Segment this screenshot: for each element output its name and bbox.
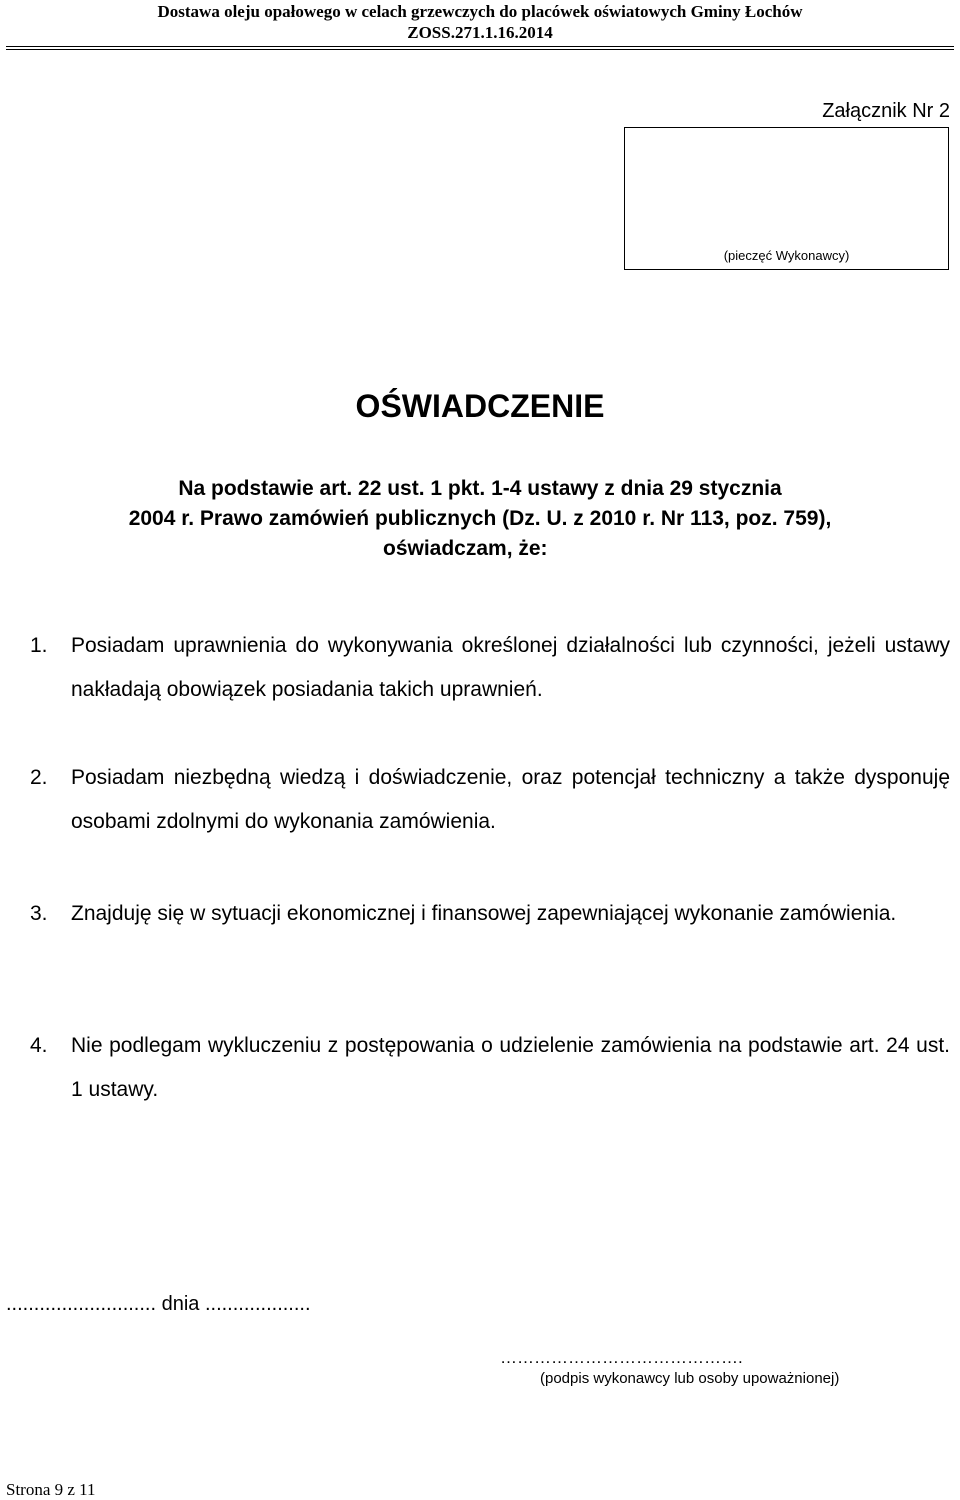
- document-title: OŚWIADCZENIE: [355, 388, 605, 424]
- statement-number: 1.: [30, 634, 48, 657]
- statement-item: [30, 892, 950, 936]
- signature-label: (podpis wykonawcy lub osoby upoważnionej): [540, 1370, 840, 1387]
- signature-line: …………………………………….: [500, 1348, 743, 1367]
- place-date-line: ........................... dnia ...................: [6, 1293, 311, 1315]
- statement-text: Posiadam niezbędną wiedzą i doświadczenie, oraz potencjał techniczny a także dysponuję osobami zdolnymi do wykonania zamówienia.: [71, 766, 950, 833]
- header-title: Dostawa oleju opałowego w celach grzewczych do placówek oświatowych Gminy Łochów: [157, 2, 803, 21]
- statement-number: 4.: [30, 1034, 48, 1057]
- page-header: [0, 0, 960, 43]
- statement-text: Znajduję się w sytuacji ekonomicznej i finansowej zapewniającej wykonanie zamówienia.: [71, 902, 897, 925]
- statement-number: 3.: [30, 902, 48, 925]
- contractor-stamp-box: [624, 127, 949, 270]
- legal-basis-intro: [0, 474, 960, 564]
- statement-item: [30, 624, 950, 712]
- intro-line-2: 2004 r. Prawo zamówień publicznych (Dz. U. z 2010 r. Nr 113, poz. 759),: [128, 507, 832, 530]
- intro-line-1: Na podstawie art. 22 ust. 1 pkt. 1-4 ustawy z dnia 29 stycznia: [178, 477, 782, 500]
- statement-item: [30, 1024, 950, 1112]
- page-number: Strona 9 z 11: [6, 1480, 96, 1499]
- attachment-label: Załącznik Nr 2: [822, 100, 950, 122]
- intro-line-3: oświadczam, że:: [383, 537, 548, 560]
- stamp-label: (pieczęć Wykonawcy): [723, 248, 850, 263]
- statement-text: Nie podlegam wykluczeniu z postępowania o udzielenie zamówienia na podstawie art. 24 ust. 1 ustawy.: [71, 1034, 950, 1101]
- header-rule-bottom: [6, 49, 954, 50]
- statement-number: 2.: [30, 766, 48, 789]
- header-rule-top: [6, 46, 954, 47]
- statement-item: [30, 756, 950, 844]
- statement-text: Posiadam uprawnienia do wykonywania określonej działalności lub czynności, jeżeli ustawy nakładają obowiązek posiadania takich uprawnień.: [71, 634, 950, 701]
- header-reference: ZOSS.271.1.16.2014: [407, 23, 553, 42]
